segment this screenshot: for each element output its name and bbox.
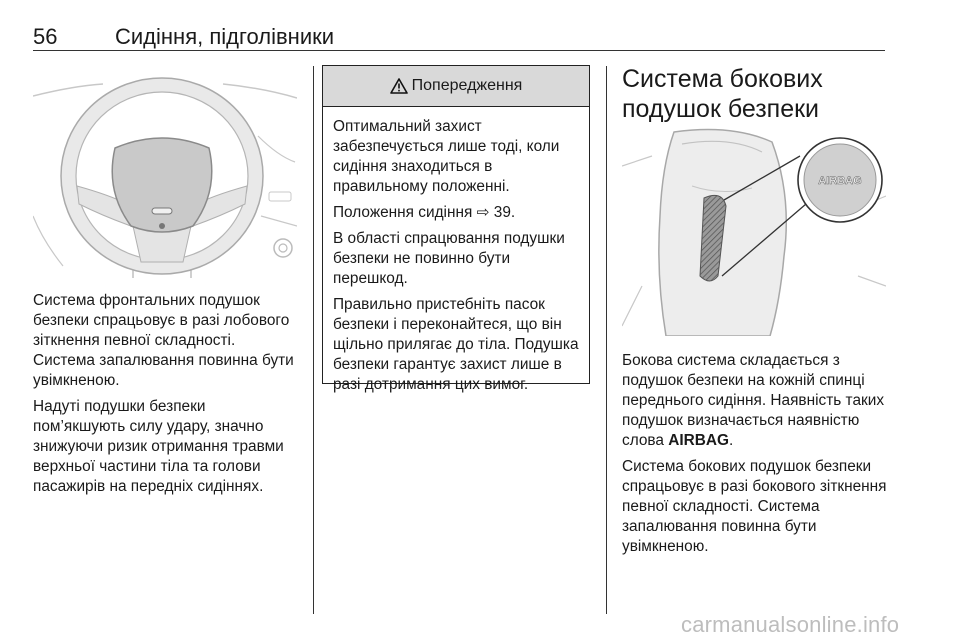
warning-p1: Оптимальний захист забезпечується лише тоді, коли сидіння знаходиться в правильному положенні.	[333, 118, 560, 195]
warning-header	[323, 66, 589, 107]
header-rule	[33, 50, 885, 51]
warning-body	[323, 107, 589, 395]
warning-triangle-icon	[390, 78, 408, 94]
seat-side-airbag-illustration	[622, 126, 886, 336]
side-airbag-paragraph-2: Система бокових подушок безпеки спрацьовує в разі бокового зіткнення певної складності. Система запалювання повинна бути увімкненою.	[622, 458, 887, 555]
warning-p2: Положення сидіння ⇨ 39.	[333, 204, 516, 221]
warning-p4: Правильно пристебніть пасок безпеки і переконайтеся, що він щільно прилягає до тіла. Подушка безпеки гарантує захист лише в разі дотримання цих вимог.	[333, 296, 579, 393]
page-title: Сидіння, підголівники	[115, 24, 335, 49]
page-reference-arrow-icon: ⇨	[476, 204, 490, 221]
warning-title: Попередження	[411, 77, 523, 94]
side-airbag-paragraph-1: Бокова система складається з подушок безпеки на кожній спинці переднього сидіння. Наявність таких подушок визначається наявністю слова AIRBAG.	[622, 352, 885, 449]
section-title: Система бокових подушок безпеки	[622, 65, 823, 123]
column-divider-right	[606, 66, 607, 614]
page-reference-link[interactable]: 39.	[489, 204, 516, 221]
left-column-text	[33, 291, 301, 503]
frontal-airbag-paragraph: Система фронтальних подушок безпеки спрацьовує в разі лобового зіткнення певної складності. Система запалювання повинна бути увімкненою.	[33, 292, 294, 389]
column-divider-left	[313, 66, 314, 614]
warning-box	[322, 65, 590, 393]
watermark: carmanualsonline.info	[681, 612, 900, 637]
right-column-text	[622, 351, 888, 563]
steering-wheel-illustration	[33, 66, 297, 278]
inflated-airbags-paragraph: Надуті подушки безпеки пом’якшують силу удару, значно знижуючи ризик отримання травми верхньої частини тіла та голови пасажирів на передніх сидіннях.	[33, 398, 284, 495]
warning-p3: В області спрацювання подушки безпеки не повинно бути перешкод.	[333, 230, 565, 287]
airbag-label: AIRBAG	[818, 175, 862, 187]
page-number: 56	[33, 24, 58, 49]
airbag-word: AIRBAG	[668, 432, 729, 449]
page-header	[33, 24, 888, 52]
